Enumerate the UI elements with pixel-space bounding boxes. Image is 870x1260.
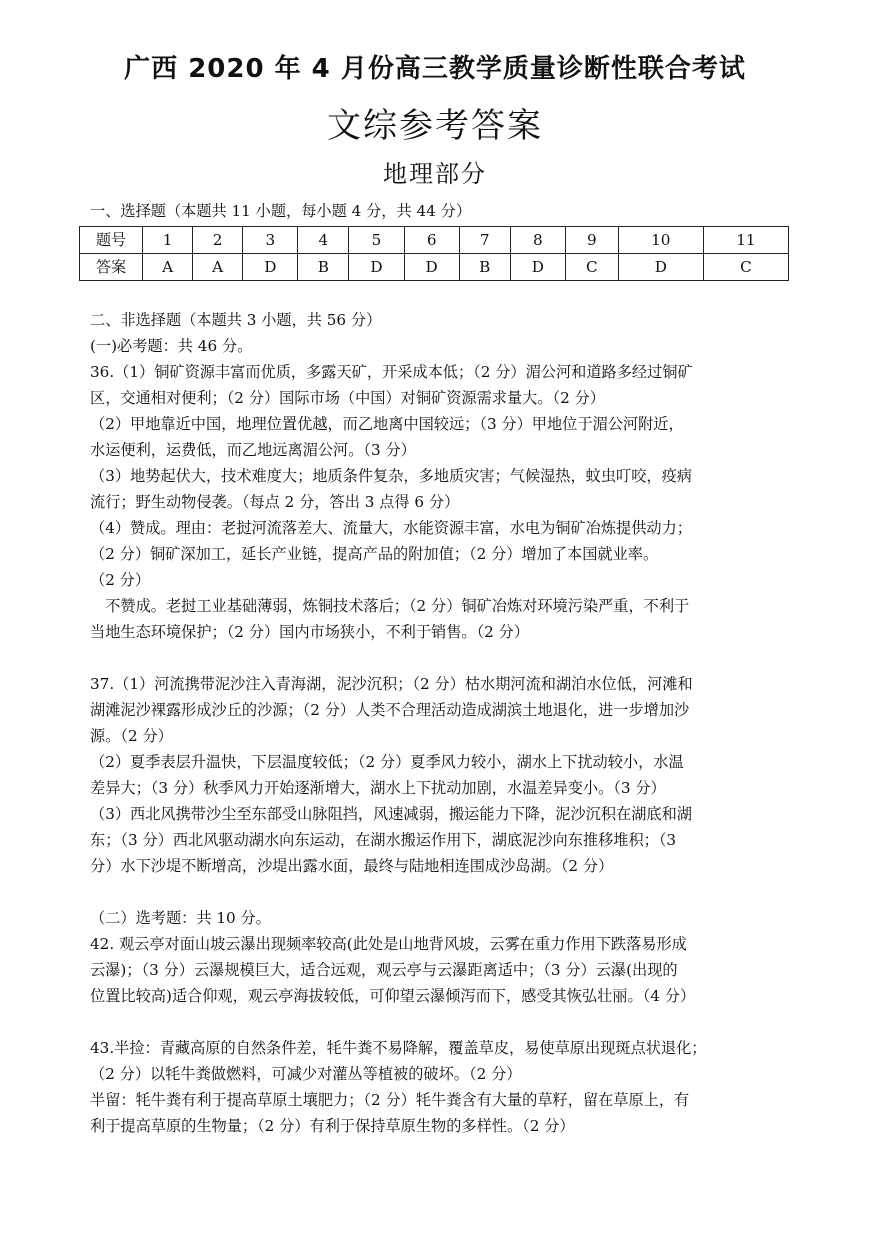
part2-heading: 二、非选择题（本题共 3 小题，共 56 分）: [90, 311, 382, 329]
answer-line: 位置比较高)适合仰观，观云亭海拔较低，可仰望云瀑倾泻而下，感受其恢弘壮丽。（4 分）: [90, 987, 696, 1005]
section-heading: 地理部分: [383, 160, 487, 188]
q42-answer: [90, 931, 790, 1009]
part1-heading: 一、选择题（本题共 11 小题，每小题 4 分，共 44 分）: [90, 202, 472, 220]
required-heading: (一)必考题：共 46 分。: [90, 337, 253, 355]
answer-line: 37.（1）河流携带泥沙注入青海湖，泥沙沉积；（2 分）枯水期河流和湖泊水位低，河滩和: [90, 675, 693, 693]
answer-line: 36.（1）铜矿资源丰富而优质，多露天矿，开采成本低；（2 分）湄公河和道路多经过铜矿: [90, 363, 693, 381]
answer-cell: D: [510, 254, 565, 281]
answer-line: 湖滩泥沙裸露形成沙丘的沙源；（2 分）人类不合理活动造成湖滨土地退化，进一步增加沙: [90, 701, 690, 719]
q37-answer: [90, 671, 790, 879]
answer-cell: D: [243, 254, 298, 281]
answer-cell: D: [404, 254, 459, 281]
question-number-cell: 6: [404, 227, 459, 254]
answer-line: 区，交通相对便利；（2 分）国际市场（中国）对铜矿资源需求量大。（2 分）: [90, 389, 605, 407]
row-label-number: 题号: [80, 227, 143, 254]
answer-cell: A: [143, 254, 193, 281]
answer-cell: C: [565, 254, 618, 281]
q43-answer: [90, 1035, 790, 1139]
answer-line: 42. 观云亭对面山坡云瀑出现频率较高(此处是山地背风坡，云雾在重力作用下跌落易形成: [90, 935, 687, 953]
elective-heading: （二）选考题：共 10 分。: [90, 909, 271, 927]
answer-line: （2 分）以牦牛粪做燃料，可减少对灌丛等植被的破坏。（2 分）: [90, 1065, 522, 1083]
answer-line: 不赞成。老挝工业基础薄弱，炼铜技术落后；（2 分）铜矿冶炼对环境污染严重，不利于: [90, 597, 690, 615]
question-number-cell: 11: [703, 227, 788, 254]
page-title: 广西 2020 年 4 月份高三教学质量诊断性联合考试: [124, 54, 746, 84]
question-number-cell: 7: [459, 227, 510, 254]
answer-line: 利于提高草原的生物量；（2 分）有利于保持草原生物的多样性。（2 分）: [90, 1117, 575, 1135]
answer-cell: A: [193, 254, 243, 281]
answer-row: [80, 254, 789, 281]
answer-line: 当地生态环境保护；（2 分）国内市场狭小，不利于销售。（2 分）: [90, 623, 530, 641]
answer-cell: B: [459, 254, 510, 281]
answer-line: 云瀑)；（3 分）云瀑规模巨大，适合远观，观云亭与云瀑距离适中；（3 分）云瀑(出现的: [90, 961, 678, 979]
question-number-cell: 5: [349, 227, 404, 254]
answer-line: （4）赞成。理由：老挝河流落差大、流量大，水能资源丰富，水电为铜矿冶炼提供动力；: [90, 519, 692, 537]
answer-line: 水运便利，运费低，而乙地远离湄公河。（3 分）: [90, 441, 416, 459]
answer-line: 源。（2 分）: [90, 727, 173, 745]
question-number-row: [80, 227, 789, 254]
answer-line: 半留：牦牛粪有利于提高草原土壤肥力；（2 分）牦牛粪含有大量的草籽，留在草原上，有: [90, 1091, 690, 1109]
answer-line: 分）水下沙堤不断增高，沙堤出露水面，最终与陆地相连围成沙岛湖。（2 分）: [90, 857, 614, 875]
question-number-cell: 10: [618, 227, 703, 254]
answer-line: （2 分）: [90, 571, 151, 589]
question-number-cell: 2: [193, 227, 243, 254]
answer-cell: D: [349, 254, 404, 281]
answer-line: （2）夏季表层升温快，下层温度较低；（2 分）夏季风力较小，湖水上下扰动较小，水温: [90, 753, 684, 771]
answer-line: 东；（3 分）西北风驱动湖水向东运动，在湖水搬运作用下，湖底泥沙向东推移堆积；（3: [90, 831, 677, 849]
row-label-answer: 答案: [80, 254, 143, 281]
answer-table: [79, 226, 789, 281]
answer-line: （2 分）铜矿深加工，延长产业链，提高产品的附加值；（2 分）增加了本国就业率。: [90, 545, 659, 563]
answer-cell: D: [618, 254, 703, 281]
q36-answer: [90, 359, 790, 645]
answer-line: 差异大；（3 分）秋季风力开始逐渐增大，湖水上下扰动加剧，水温差异变小。（3 分）: [90, 779, 666, 797]
answer-cell: C: [703, 254, 788, 281]
page-subtitle: 文综参考答案: [327, 106, 543, 146]
answer-line: 43.半捡：青藏高原的自然条件差，牦牛粪不易降解，覆盖草皮，易使草原出现斑点状退化；: [90, 1039, 707, 1057]
answer-cell: B: [298, 254, 349, 281]
answer-line: （3）西北风携带沙尘至东部受山脉阻挡，风速减弱，搬运能力下降，泥沙沉积在湖底和湖: [90, 805, 692, 823]
question-number-cell: 9: [565, 227, 618, 254]
question-number-cell: 3: [243, 227, 298, 254]
question-number-cell: 4: [298, 227, 349, 254]
answer-content: [90, 198, 790, 1139]
answer-line: （2）甲地靠近中国，地理位置优越，而乙地离中国较远；（3 分）甲地位于湄公河附近，: [90, 415, 684, 433]
question-number-cell: 8: [510, 227, 565, 254]
question-number-cell: 1: [143, 227, 193, 254]
answer-line: （3）地势起伏大，技术难度大；地质条件复杂，多地质灾害；气候湿热，蚊虫叮咬，疫病: [90, 467, 692, 485]
answer-line: 流行；野生动物侵袭。（每点 2 分，答出 3 点得 6 分）: [90, 493, 460, 511]
